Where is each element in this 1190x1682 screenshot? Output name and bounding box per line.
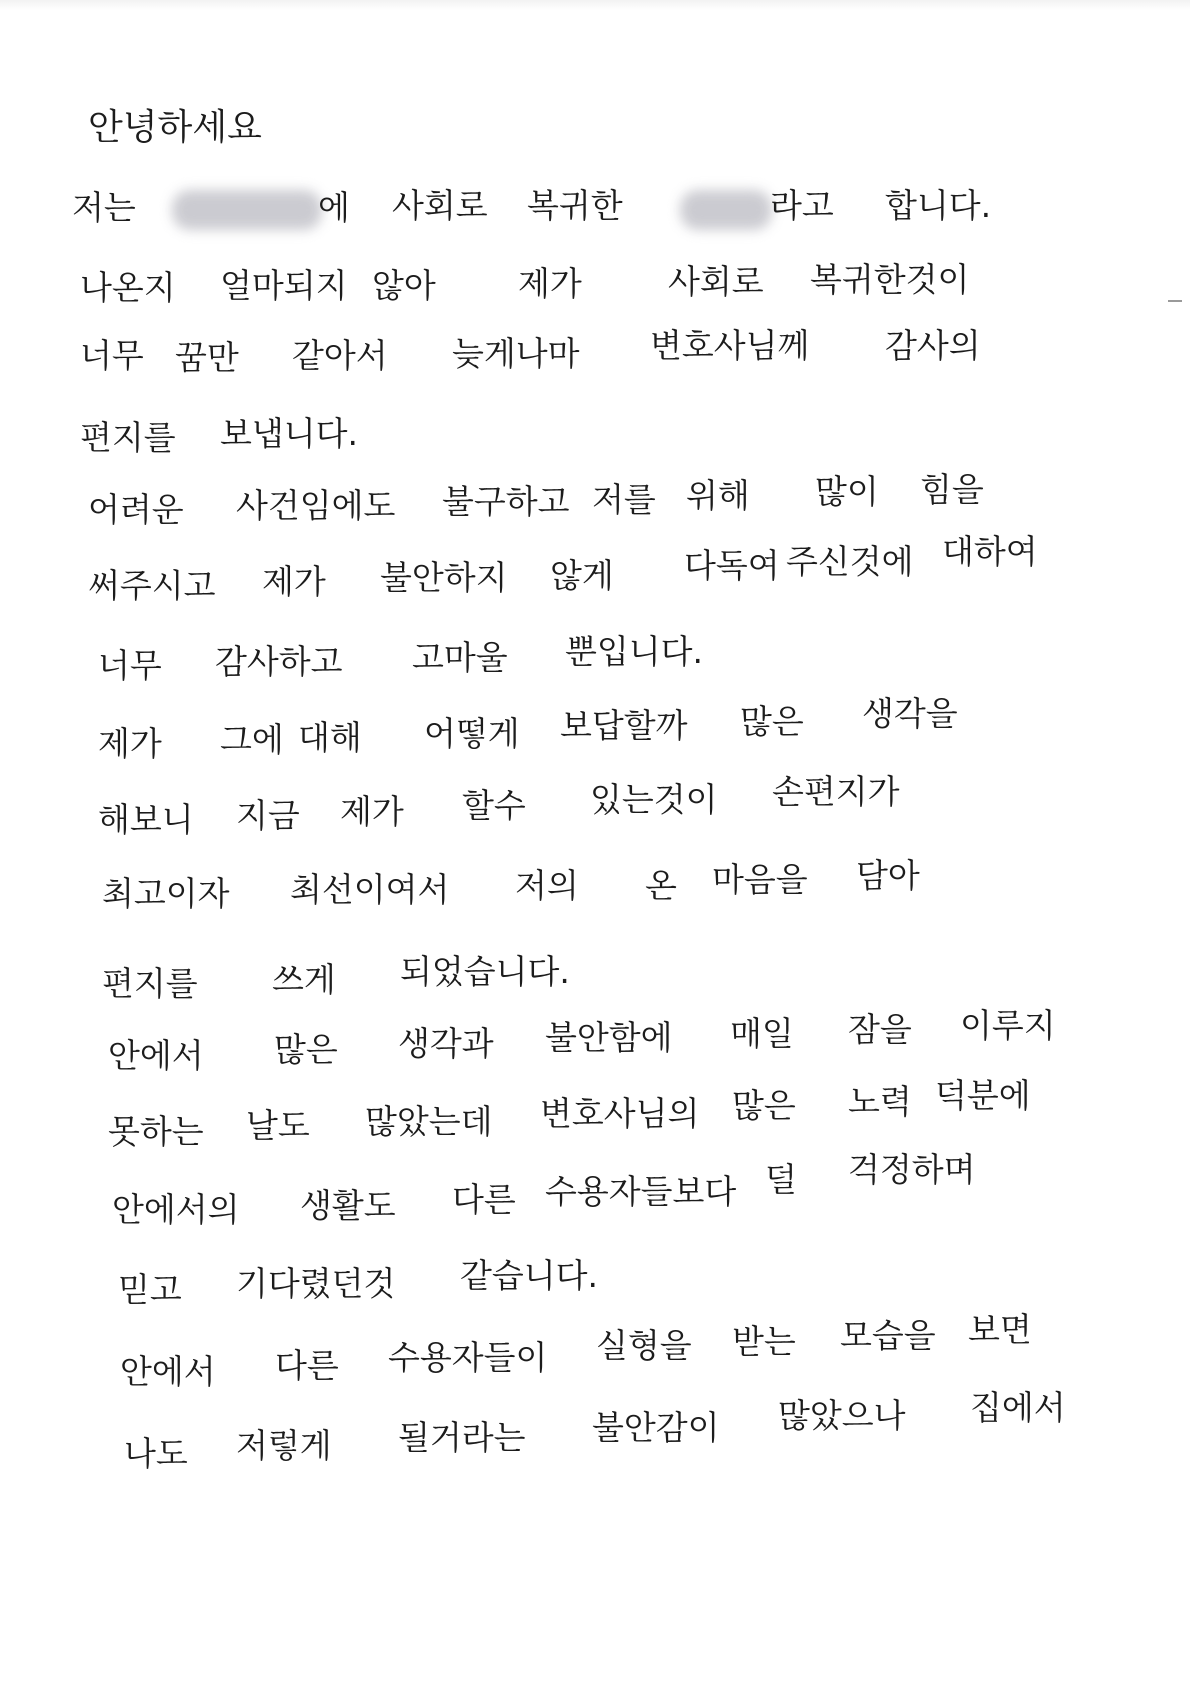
line6-word: 불안하지 bbox=[380, 558, 508, 597]
line9-word: 제가 bbox=[340, 792, 404, 831]
line2-word: 얼마되지 bbox=[220, 266, 348, 305]
line17-word: 될거라는 bbox=[398, 1418, 526, 1457]
line13-word: 덕분에 bbox=[935, 1076, 1031, 1115]
line14-word: 생활도 bbox=[300, 1186, 396, 1225]
line1-word: 사회로 bbox=[392, 186, 488, 225]
line8-word: 제가 bbox=[98, 724, 162, 763]
line16-word: 받는 bbox=[732, 1322, 796, 1361]
line12-word: 매일 bbox=[730, 1014, 794, 1053]
line11-word: 편지를 bbox=[102, 964, 198, 1003]
line4-word: 보냅니다. bbox=[220, 414, 359, 453]
line3-word: 변호사님께 bbox=[650, 326, 810, 365]
line5-word: 힘을 bbox=[920, 470, 984, 509]
line10-word: 담아 bbox=[856, 856, 920, 895]
line8-word: 대해 bbox=[298, 718, 362, 757]
line6-word: 않게 bbox=[550, 556, 614, 595]
line5-word: 불구하고 bbox=[442, 482, 570, 521]
line3-word: 너무 bbox=[80, 336, 144, 375]
line8-word: 생각을 bbox=[862, 694, 958, 733]
line12-word: 불안함에 bbox=[545, 1018, 673, 1057]
line17-word: 집에서 bbox=[970, 1388, 1066, 1427]
redacted-name bbox=[680, 190, 772, 230]
line1-word: 에 bbox=[318, 188, 350, 227]
line10-word: 마음을 bbox=[712, 860, 808, 899]
line10-word: 최고이자 bbox=[102, 874, 230, 913]
line5-word: 어려운 bbox=[88, 490, 184, 529]
line9-word: 있는것이 bbox=[590, 780, 718, 819]
line13-word: 못하는 bbox=[108, 1112, 204, 1151]
line6-word: 제가 bbox=[262, 562, 326, 601]
line15-word: 믿고 bbox=[118, 1270, 182, 1309]
line17-word: 저렇게 bbox=[236, 1426, 332, 1465]
line2-word: 제가 bbox=[518, 264, 582, 303]
line13-word: 날도 bbox=[246, 1106, 310, 1145]
line7-word: 뿐입니다. bbox=[565, 632, 704, 671]
line1-word: 복귀한 bbox=[527, 186, 623, 225]
line17-word: 많았으나 bbox=[778, 1396, 906, 1435]
line5-word: 위해 bbox=[686, 476, 750, 515]
line13-word: 노력 bbox=[848, 1082, 912, 1121]
line2-word: 사회로 bbox=[668, 262, 764, 301]
line14-word: 덜 bbox=[765, 1160, 797, 1199]
line12-word: 잠을 bbox=[848, 1010, 912, 1049]
line16-word: 모습을 bbox=[840, 1316, 936, 1355]
line9-word: 해보니 bbox=[98, 800, 194, 839]
line7-word: 너무 bbox=[98, 646, 162, 685]
line6-word: 주신것에 bbox=[786, 542, 914, 581]
line3-word: 늦게나마 bbox=[452, 334, 580, 373]
redacted-date bbox=[172, 190, 322, 230]
line12-word: 많은 bbox=[274, 1030, 338, 1069]
line4-word: 편지를 bbox=[80, 418, 176, 457]
line6-word: 다독여 bbox=[684, 546, 780, 585]
line14-word: 다른 bbox=[452, 1180, 516, 1219]
line1-word: 라고 bbox=[770, 186, 834, 225]
line5-word: 사건임에도 bbox=[236, 486, 396, 525]
line9-word: 손편지가 bbox=[772, 772, 900, 811]
scan-edge bbox=[0, 0, 1190, 10]
line12-word: 생각과 bbox=[398, 1024, 494, 1063]
line13-word: 많은 bbox=[732, 1086, 796, 1125]
line9-word: 할수 bbox=[462, 786, 526, 825]
line14-word: 걱정하며 bbox=[848, 1150, 976, 1189]
line2-word: 나온지 bbox=[80, 268, 176, 307]
line8-word: 많은 bbox=[740, 702, 804, 741]
line16-word: 실형을 bbox=[596, 1326, 692, 1365]
line17-word: 나도 bbox=[124, 1434, 188, 1473]
line10-word: 온 bbox=[645, 866, 677, 905]
line17-word: 불안감이 bbox=[592, 1408, 720, 1447]
line15-word: 같습니다. bbox=[460, 1256, 599, 1295]
line3-word: 같아서 bbox=[292, 336, 388, 375]
line8-word: 어떻게 bbox=[424, 714, 520, 753]
line7-word: 감사하고 bbox=[215, 642, 343, 681]
line14-word: 안에서의 bbox=[112, 1190, 240, 1229]
line12-word: 안에서 bbox=[108, 1036, 204, 1075]
line8-word: 보답할까 bbox=[560, 706, 688, 745]
line9-word: 지금 bbox=[236, 796, 300, 835]
line8-word: 그에 bbox=[220, 720, 284, 759]
letter-greeting: 안녕하세요 bbox=[88, 107, 262, 148]
line5-word: 저를 bbox=[592, 480, 656, 519]
line16-word: 수용자들이 bbox=[388, 1338, 548, 1377]
line10-word: 최선이여서 bbox=[290, 870, 450, 909]
line16-word: 안에서 bbox=[120, 1352, 216, 1391]
line2-word: 않아 bbox=[372, 266, 436, 305]
line1-word: 저는 bbox=[72, 188, 136, 227]
line3-word: 꿈만 bbox=[175, 338, 239, 377]
line15-word: 기다렸던것 bbox=[236, 1264, 396, 1303]
line6-word: 대하여 bbox=[942, 532, 1038, 571]
line11-word: 되었습니다. bbox=[400, 952, 570, 991]
line7-word: 고마울 bbox=[412, 638, 508, 677]
line11-word: 쓰게 bbox=[272, 960, 336, 999]
line12-word: 이루지 bbox=[960, 1006, 1056, 1045]
line5-word: 많이 bbox=[815, 472, 879, 511]
line13-word: 많았는데 bbox=[365, 1102, 493, 1141]
line2-word: 복귀한것이 bbox=[810, 260, 970, 299]
line13-word: 변호사님의 bbox=[540, 1094, 700, 1133]
line3-word: 감사의 bbox=[885, 326, 981, 365]
line16-word: 보면 bbox=[968, 1310, 1032, 1349]
fold-mark bbox=[1168, 300, 1182, 302]
line1-word: 합니다. bbox=[885, 186, 992, 225]
line6-word: 써주시고 bbox=[88, 566, 216, 605]
line10-word: 저의 bbox=[515, 866, 579, 905]
line16-word: 다른 bbox=[275, 1346, 339, 1385]
line14-word: 수용자들보다 bbox=[545, 1172, 737, 1211]
